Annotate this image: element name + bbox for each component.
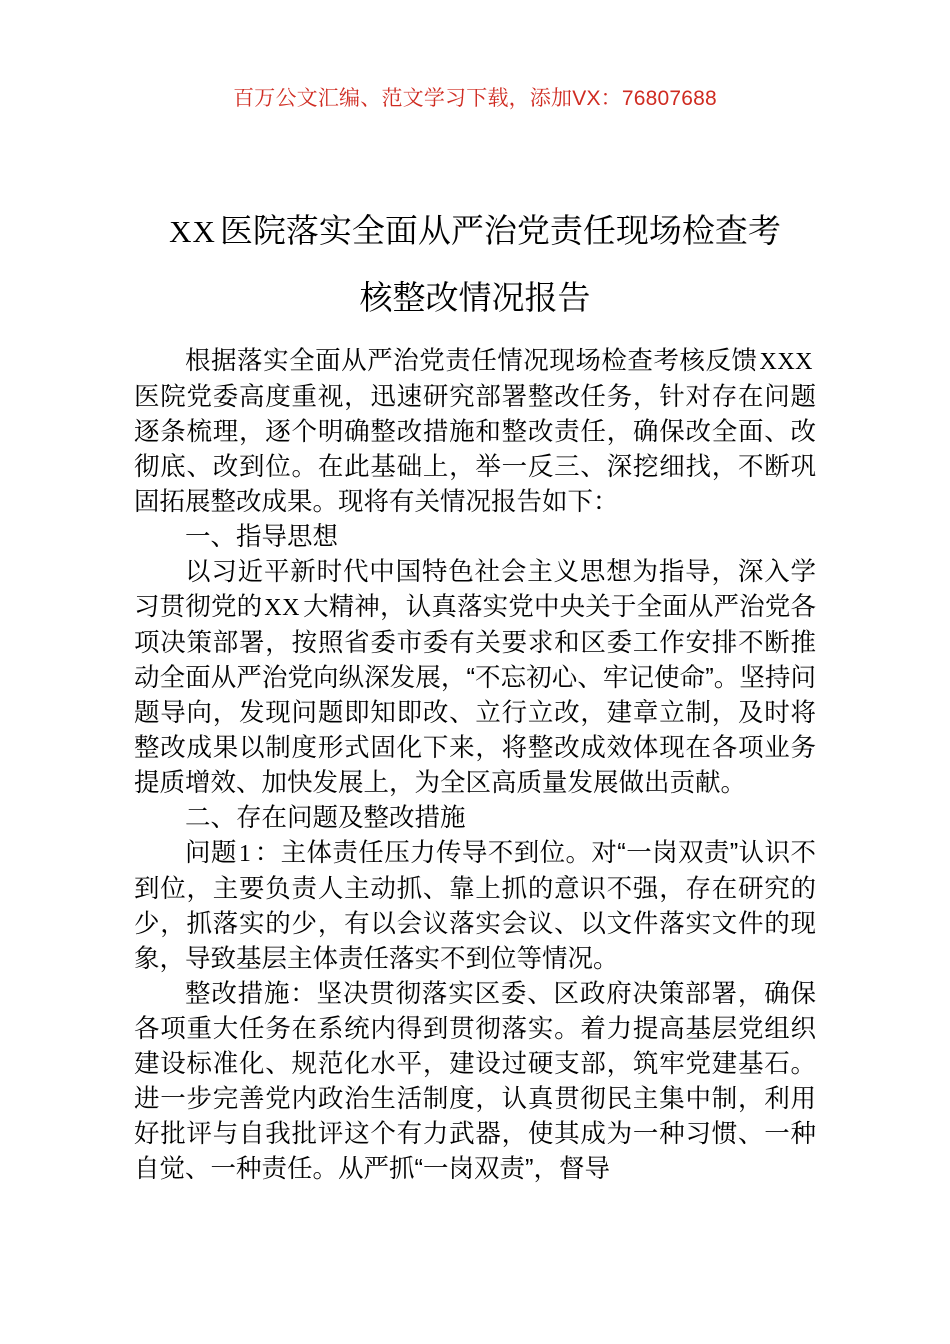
title-line1-rest: 医院落实全面从严治党责任现场检查考: [219, 212, 781, 250]
text-run: 大精神，认真落实党中央关于全面从严治党各项决策部署，按照省委市委有关要求和区委工作安排不断推动全面从严治党向纵深发展，“不忘初心、牢记使命”。坚持问题导向，发现问题即知即改、立行立改，建章立制，及时将整改成果以制度形式固化下来，将整改成效体现在各项业务提质增效、加快发展上，为全区高质量发展做出贡献。: [134, 593, 816, 797]
paragraph-heading-2: [134, 801, 816, 836]
paragraph-heading-1: [134, 520, 816, 555]
text-run: 以习近平新时代中国特色社会主义思想为指导，深入学习贯彻党的: [134, 558, 816, 621]
latin-run: XX: [264, 595, 300, 621]
text-run: 二、存在问题及整改措施: [185, 804, 466, 832]
paragraph-measure-1: [134, 977, 816, 1187]
paragraph-problem-1: [134, 836, 816, 977]
text-run: 根据落实全面从严治党责任情况现场检查考核反馈: [185, 347, 758, 375]
page-title: [134, 198, 816, 331]
paragraph-guiding-ideology: [134, 555, 816, 801]
latin-run: XXX: [759, 349, 813, 375]
text-run: 整改措施：坚决贯彻落实区委、区政府决策部署，确保各项重大任务在系统内得到贯彻落实。着力提高基层党组织建设标准化、规范化水平，建设过硬支部，筑牢党建基石。进一步完善党内政治生活制度，认真贯彻民主集中制，利用好批评与自我批评这个有力武器，使其成为一种习惯、一种自觉、一种责任。从严抓“一岗双责”，督导: [134, 980, 816, 1183]
paragraph-intro: [134, 344, 816, 520]
latin-run: 1: [238, 841, 252, 867]
text-run: 问题: [185, 839, 237, 867]
title-latin-prefix: XX: [169, 214, 216, 250]
text-run: 医院党委高度重视，迅速研究部署整改任务，针对存在问题逐条梳理，逐个明确整改措施和整改责任，确保改全面、改彻底、改到位。在此基础上，举一反三、深挖细找，不断巩固拓展整改成果。现将有关情况报告如下：: [134, 383, 816, 516]
title-line2: 核整改情况报告: [359, 279, 591, 317]
text-run: 一、指导思想: [185, 523, 339, 551]
text-run: ：主体责任压力传导不到位。对“一岗双责”认识不到位，主要负责人主动抓、靠上抓的意识不强，存在研究的少，抓落实的少，有以会议落实会议、以文件落实文件的现象，导致基层主体责任落实不到位等情况。: [134, 839, 816, 973]
promo-header-watermark: 百万公文汇编、范文学习下载，添加VX：76807688: [233, 87, 717, 110]
document-body: [134, 344, 816, 1187]
